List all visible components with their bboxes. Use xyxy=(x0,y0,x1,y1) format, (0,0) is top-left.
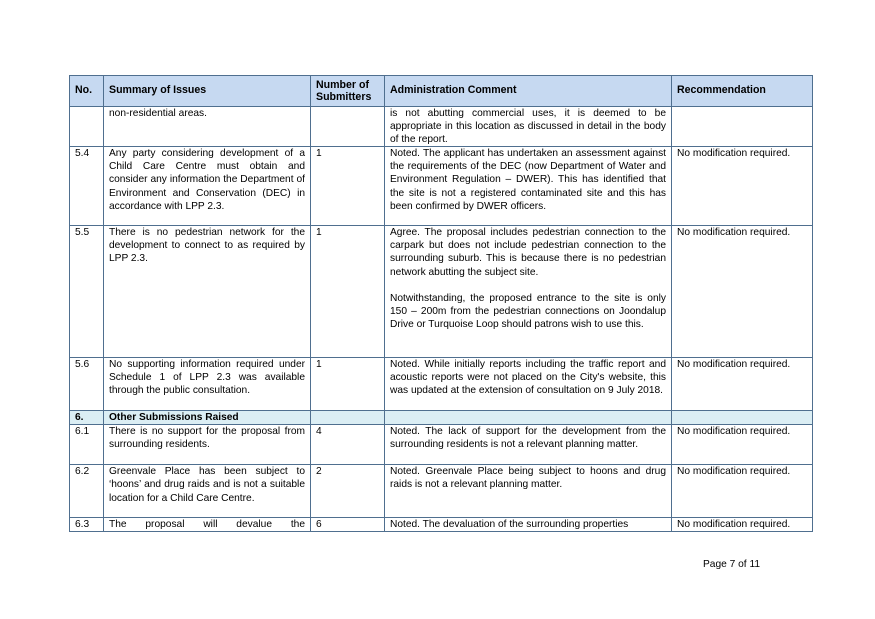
table-row xyxy=(70,425,813,465)
header-summary: Summary of Issues xyxy=(104,76,311,107)
row-no: 6.2 xyxy=(70,465,104,518)
row-no: 6.3 xyxy=(70,518,104,532)
header-comment: Administration Comment xyxy=(385,76,672,107)
table-row xyxy=(70,465,813,518)
section-row xyxy=(70,411,813,425)
issues-table xyxy=(69,75,813,532)
row-recommendation: No modification required. xyxy=(672,425,813,465)
table-row xyxy=(70,358,813,411)
row-submitters: 2 xyxy=(311,465,385,518)
row-recommendation: No modification required. xyxy=(672,465,813,518)
row-no: 5.6 xyxy=(70,358,104,411)
row-comment: Noted. Greenvale Place being subject to hoons and drug raids is not a relevant planning matter. xyxy=(385,465,672,518)
row-no: 5.4 xyxy=(70,147,104,226)
row-comment: Noted. The devaluation of the surrounding properties xyxy=(385,518,672,532)
page-number: Page 7 of 11 xyxy=(703,559,761,570)
row-recommendation: No modification required. xyxy=(672,226,813,358)
row-comment: Noted. The applicant has undertaken an assessment against the requirements of the DEC (now Department of Water and Environment Regulation – DWER). This has identified that the site is not a registered contaminated site and this has been confirmed by DWER officers. xyxy=(385,147,672,226)
header-row xyxy=(70,76,813,107)
header-submitters-line2: Submitters xyxy=(316,91,372,103)
row-submitters: 1 xyxy=(311,147,385,226)
header-no: No. xyxy=(70,76,104,107)
row-comment: is not abutting commercial uses, it is deemed to be appropriate in this location as discussed in detail in the body of the report. xyxy=(385,107,672,147)
section-title: Other Submissions Raised xyxy=(104,411,311,425)
row-summary: Any party considering development of a Child Care Centre must obtain and consider any information the Department of Environment and Conservation (DEC) in accordance with LPP 2.3. xyxy=(104,147,311,226)
header-submitters-line1: Number of xyxy=(316,79,369,91)
row-submitters xyxy=(311,107,385,147)
header-submitters xyxy=(311,76,385,107)
row-submitters: 1 xyxy=(311,358,385,411)
table-row xyxy=(70,147,813,226)
row-no: 6.1 xyxy=(70,425,104,465)
row-comment: Noted. While initially reports including the traffic report and acoustic reports were not placed on the City's website, this was updated at the extension of consultation on 9 July 2018. xyxy=(385,358,672,411)
row-no xyxy=(70,107,104,147)
row-comment-paragraph-1: Agree. The proposal includes pedestrian connection to the carpark but does not include pedestrian connection to the surrounding suburb. This is because there is no pedestrian network abutting the subject site. xyxy=(390,227,666,278)
row-summary: non-residential areas. xyxy=(104,107,311,147)
row-recommendation: No modification required. xyxy=(672,358,813,411)
table-row xyxy=(70,518,813,532)
row-summary: There is no support for the proposal from surrounding residents. xyxy=(104,425,311,465)
row-no: 5.5 xyxy=(70,226,104,358)
row-summary: Greenvale Place has been subject to ‘hoons’ and drug raids and is not a suitable location for a Child Care Centre. xyxy=(104,465,311,518)
row-comment-paragraph-2: Notwithstanding, the proposed entrance to the site is only 150 – 200m from the pedestrian connections on Joondalup Drive or Turquoise Loop should patrons wish to use this. xyxy=(390,292,666,330)
row-comment: Noted. The lack of support for the development from the surrounding residents is not a relevant planning matter. xyxy=(385,425,672,465)
issues-table-container xyxy=(69,75,812,532)
row-recommendation xyxy=(672,107,813,147)
table-row xyxy=(70,226,813,358)
table-row xyxy=(70,107,813,147)
row-submitters: 4 xyxy=(311,425,385,465)
row-summary: The proposal will devalue the xyxy=(104,518,311,532)
header-recommendation: Recommendation xyxy=(672,76,813,107)
row-submitters: 1 xyxy=(311,226,385,358)
row-comment xyxy=(385,226,672,358)
section-no: 6. xyxy=(70,411,104,425)
row-submitters: 6 xyxy=(311,518,385,532)
row-summary: There is no pedestrian network for the development to connect to as required by LPP 2.3. xyxy=(104,226,311,358)
row-summary: No supporting information required under Schedule 1 of LPP 2.3 was available through the public consultation. xyxy=(104,358,311,411)
row-recommendation: No modification required. xyxy=(672,147,813,226)
row-recommendation: No modification required. xyxy=(672,518,813,532)
